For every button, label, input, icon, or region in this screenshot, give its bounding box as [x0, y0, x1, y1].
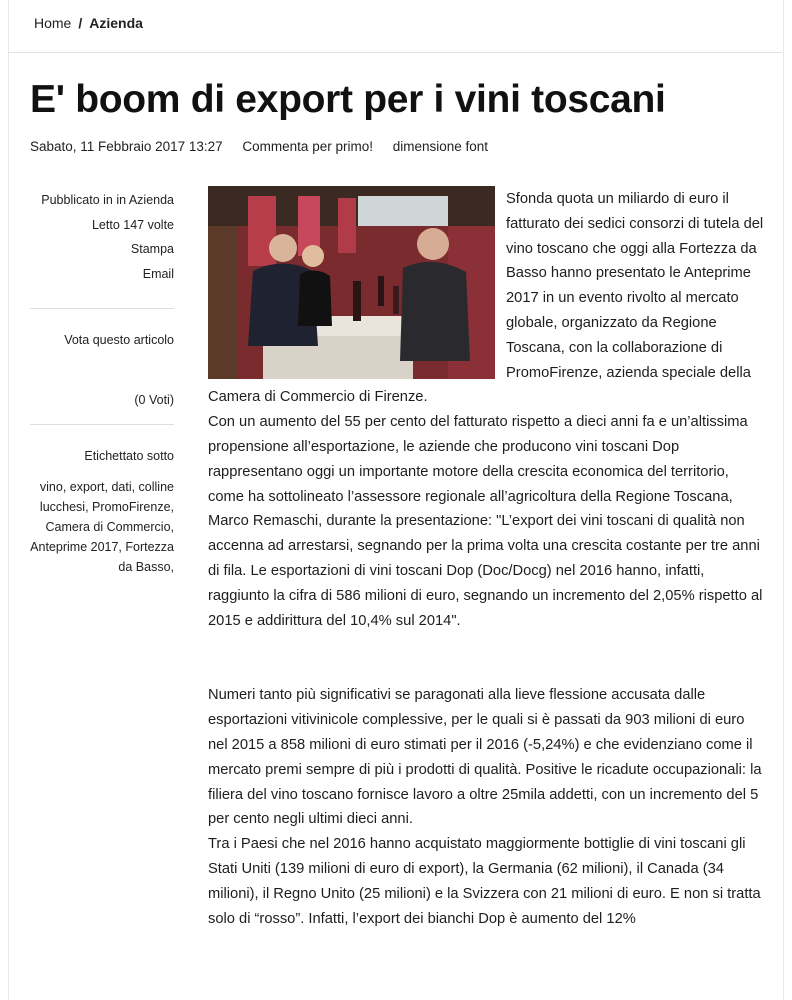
- font-size-link[interactable]: dimensione font: [392, 139, 489, 154]
- breadcrumb-current: Azienda: [89, 15, 143, 31]
- published-in[interactable]: Pubblicato in in Azienda: [41, 193, 174, 207]
- print-link[interactable]: Stampa: [130, 242, 174, 256]
- page-title: E' boom di export per i vini toscani: [30, 78, 666, 121]
- photo-spacer: [208, 187, 506, 382]
- breadcrumb: [34, 15, 143, 31]
- breadcrumb-bar: [8, 0, 782, 53]
- vote-count: (0 Voti): [134, 392, 174, 407]
- tags-list[interactable]: vino, export, dati, colline lucchesi, PromoFirenze, Camera di Commercio, Anteprime 2017, Fortezza da Basso,: [30, 479, 174, 574]
- tags-label: Etichettato sotto: [84, 449, 174, 463]
- comment-link[interactable]: Commenta per primo!: [242, 139, 373, 154]
- article-meta: [30, 139, 504, 154]
- article-paragraph: Numeri tanto più significativi se paragonati alla lieve flessione accusata dalle esportazioni vitivinicole complessive, per le quali si è passati da 903 milioni di euro nel 2015 a 858 milioni di euro stimati per il 2016 (-5,24%) e che evidenziano come il mercato premi sempre di più i prodotti di qualità. Positive le ricadute occupazionali: la filiera del vino toscano fornisce lavoro a oltre 25mila addetti, con un incremento del 5 per cento negli ultimi dieci anni.: [208, 687, 762, 828]
- breadcrumb-separator: /: [78, 15, 83, 31]
- article-paragraph: Sfonda quota un miliardo di euro il fatturato dei sedici consorzi di tutela del vino toscano che oggi alla Fortezza da Basso hanno presentato le Anteprime 2017 in un evento rivolto al mercato globale, organizzato da Regione Toscana, con la collaborazione di PromoFirenze, azienda speciale della Camera di Commercio di Firenze.: [208, 191, 764, 406]
- breadcrumb-home-link[interactable]: Home: [34, 15, 72, 31]
- article-body: [208, 187, 768, 931]
- article-date: Sabato, 11 Febbraio 2017 13:27: [30, 139, 223, 154]
- read-count: Letto 147 volte: [91, 217, 174, 232]
- article-sidebar: [30, 188, 174, 577]
- article-paragraph: Tra i Paesi che nel 2016 hanno acquistato maggiormente bottiglie di vini toscani gli Stati Uniti (139 milioni di euro di export), la Germania (62 milioni), il Canada (34 milioni), il Regno Unito (25 milioni) e la Svizzera con 21 milioni di euro. E non si tratta solo di “rosso”. Infatti, l’export dei bianchi Dop è aumento del 12%: [208, 836, 761, 927]
- article-paragraph: Con un aumento del 55 per cento del fatturato rispetto a dieci anni fa e un’altissima propensione all’esportazione, le aziende che producono vini toscani Dop rappresentano oggi un importante motore della crescita economica del territorio, come ha sottolineato l’assessore regionale all’agricoltura della Regione Toscana, Marco Remaschi, durante la presentazione: "L’export dei vini toscani di qualità non accenna ad arrestarsi, segnando per la prima volta una crescita costante per tre anni di fila. Le esportazioni di vini toscani Dop (Doc/Docg) nel 2016 hanno, infatti, raggiunto la cifra di 586 milioni di euro, segnando un incremento del 2,05% rispetto al 2015 e addirittura del 10,4% sul 2014".: [208, 414, 763, 629]
- vote-label: Vota questo articolo: [64, 333, 174, 347]
- paragraph-gap: [208, 633, 768, 683]
- email-link[interactable]: Email: [142, 266, 174, 281]
